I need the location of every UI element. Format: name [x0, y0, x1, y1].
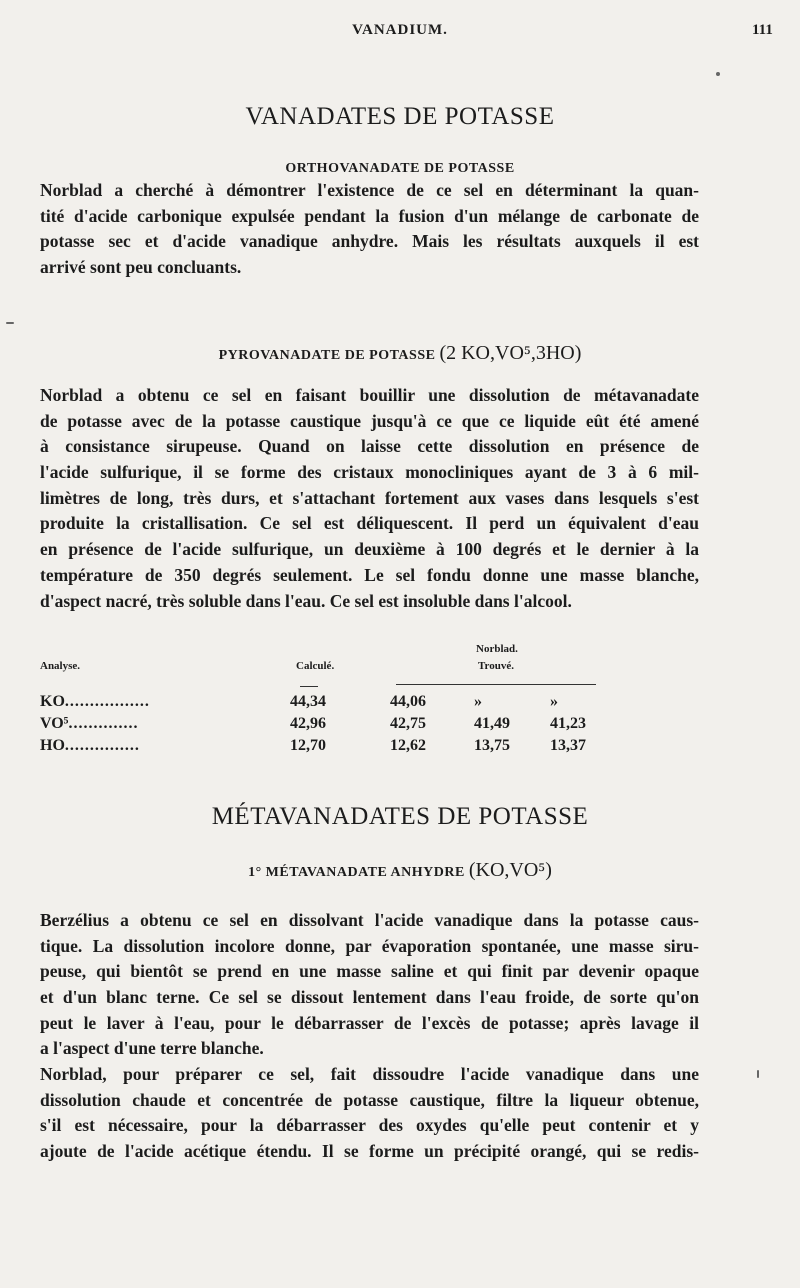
text-line: température de 350 degrés seulement. Le sel fondu donne une masse blanche,: [40, 564, 699, 585]
text-line: dissolution chaude et concentrée de potasse caustique, filtre la liqueur obtenue,: [40, 1089, 699, 1110]
paragraph-orthovanadate: [40, 178, 699, 281]
running-head: VANADIUM.: [352, 22, 448, 38]
text-line: a l'aspect d'une terre blanche.: [40, 1038, 264, 1059]
cell-trouve-3: »: [550, 693, 558, 710]
leader-dots: .................: [64, 693, 150, 710]
cell-trouve-2: 41,49: [474, 715, 510, 732]
page-number: 111: [752, 22, 773, 38]
cell-trouve-1: 12,62: [390, 737, 426, 754]
subsection-label: PYROVANADATE DE POTASSE: [218, 348, 436, 363]
print-speck: [757, 1070, 759, 1078]
paragraph-berzelius: [40, 908, 699, 1062]
text-line: peuse, qui bientôt se prend en une masse saline et qui finit par devenir opaque: [40, 961, 699, 982]
cell-trouve-1: 44,06: [390, 693, 426, 710]
text-line: potasse sec et d'acide vanadique anhydre. Mais les résultats auxquels il est: [40, 231, 699, 252]
paragraph-norblad: [40, 1062, 699, 1165]
row-label: HO: [40, 737, 65, 754]
text-line: de potasse avec de la potasse caustique jusqu'à ce que ce liquide eût été amené: [40, 410, 699, 431]
paragraph-pyrovanadate: [40, 383, 699, 614]
table-header-calcule: Calculé.: [296, 660, 335, 672]
table-rule: [300, 686, 318, 687]
cell-trouve-2: »: [474, 693, 482, 710]
text-line: Norblad, pour préparer ce sel, fait dissoudre l'acide vanadique dans une: [40, 1064, 699, 1084]
table-row: [40, 737, 140, 755]
chemical-formula: (KO,VO⁵): [468, 859, 552, 881]
text-line: et d'un blanc terne. Ce sel se dissout lentement dans l'eau froide, de sorte qu'on: [40, 987, 699, 1008]
text-line: Berzélius a obtenu ce sel en dissolvant l'acide vanadique dans la potasse caus-: [40, 910, 699, 930]
cell-trouve-2: 13,75: [474, 737, 510, 754]
cell-trouve-3: 41,23: [550, 715, 586, 732]
text-line: tique. La dissolution incolore donne, par évaporation spontanée, une masse siru-: [40, 935, 699, 956]
table-header-norblad: Norblad.: [476, 643, 518, 655]
cell-calcule: 12,70: [290, 737, 326, 754]
text-line: ajoute de l'acide acétique étendu. Il se forme un précipité orangé, qui se redis-: [40, 1141, 699, 1162]
text-line: en présence de l'acide sulfurique, un deuxième à 100 degrés et le dernier à la: [40, 539, 699, 560]
text-line: tité d'acide carbonique expulsée pendant la fusion d'un mélange de carbonate de: [40, 205, 699, 226]
leader-dots: ..............: [68, 715, 139, 732]
cell-trouve-3: 13,37: [550, 737, 586, 754]
text-line: à consistance sirupeuse. Quand on laisse cette dissolution en présence de: [40, 436, 699, 457]
subsection-title-orthovanadate: ORTHOVANADATE DE POTASSE: [285, 161, 515, 176]
cell-trouve-1: 42,75: [390, 715, 426, 732]
subsection-title-pyrovanadate: [0, 342, 800, 365]
table-header-analyse: Analyse.: [40, 660, 81, 672]
text-line: arrivé sont peu concluants.: [40, 257, 242, 278]
cell-calcule: 44,34: [290, 693, 326, 710]
text-line: l'acide sulfurique, il se forme des cristaux monocliniques ayant de 3 à 6 mil-: [40, 462, 699, 483]
table-row: [40, 715, 138, 733]
chemical-formula: (2 KO,VO⁵,3HO): [439, 342, 582, 364]
text-line: s'il est nécessaire, pour la débarrasser des oxydes qu'elle peut contenir et y: [40, 1115, 699, 1136]
print-speck: [716, 72, 720, 76]
text-line: limètres de long, très durs, et s'attachant fortement aux vases dans lesquels s'est: [40, 487, 699, 508]
text-line: Norblad a obtenu ce sel en faisant bouillir une dissolution de métavanadate: [40, 385, 699, 405]
table-row: [40, 693, 150, 711]
subsection-title-metavanadate-anhydre: [0, 859, 800, 882]
text-line: peut le laver à l'eau, pour le débarrasser de l'excès de potasse; après lavage il: [40, 1012, 699, 1033]
table-rule: [396, 684, 596, 685]
cell-calcule: 42,96: [290, 715, 326, 732]
text-line: d'aspect nacré, très soluble dans l'eau. Ce sel est insoluble dans l'alcool.: [40, 590, 572, 611]
row-label: KO: [40, 693, 65, 710]
text-line: produite la cristallisation. Ce sel est déliquescent. Il perd un équivalent d'eau: [40, 513, 699, 534]
text-line: Norblad a cherché à démontrer l'existence de ce sel en déterminant la quan-: [40, 180, 699, 200]
leader-dots: ...............: [64, 737, 140, 754]
row-label: VO⁵: [40, 715, 69, 732]
print-speck: [6, 322, 14, 324]
section-title-vanadates: VANADATES DE POTASSE: [245, 103, 555, 130]
table-header-trouve: Trouvé.: [478, 660, 514, 672]
subsection-label: 1° MÉTAVANADATE ANHYDRE: [248, 865, 465, 880]
section-title-metavanadates: MÉTAVANADATES DE POTASSE: [211, 803, 589, 830]
